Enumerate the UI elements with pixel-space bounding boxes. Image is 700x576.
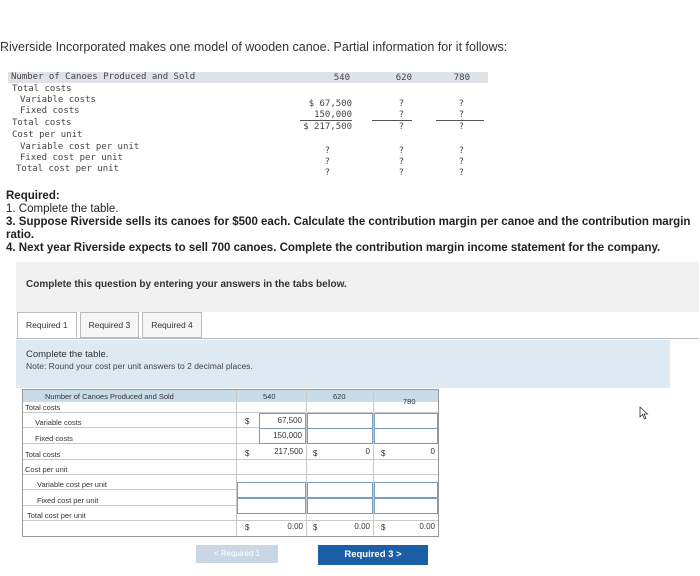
total-costs-540: 217,500 [274,447,303,456]
summary-variable-costs: Variable costs [20,95,96,105]
fixed-costs-780-input[interactable] [374,428,438,444]
row-total-costs-sub: Total costs [25,450,61,459]
summary-col-780: 780 [453,73,470,83]
answer-header-label: Number of Canoes Produced and Sold [45,392,174,401]
fixed-cost-per-unit-540-input[interactable] [237,498,306,514]
tab-required-3[interactable]: Required 3 [80,312,140,338]
instructions-panel [16,262,699,312]
summary-unknown: ? [458,146,464,156]
answer-table [22,389,439,537]
summary-fixed-cost-per-unit: Fixed cost per unit [20,153,123,163]
tab-required-1[interactable]: Required 1 [17,312,77,338]
dollar-sign: $ [245,449,250,458]
answer-col-620: 620 [333,392,346,401]
fixed-cost-per-unit-780-input[interactable] [374,498,438,514]
fixed-cost-per-unit-620-input[interactable] [307,498,373,514]
summary-unknown: ? [398,99,404,109]
summary-header-label: Number of Canoes Produced and Sold [11,72,196,82]
summary-unknown: ? [398,157,404,167]
variable-cost-per-unit-540-input[interactable] [237,482,306,498]
fixed-costs-540-input[interactable]: 150,000 [259,428,306,444]
summary-unknown: ? [398,168,404,178]
grid-row-line [23,474,438,475]
total-cost-per-unit-540: 0.00 [287,522,303,531]
summary-unknown: ? [398,122,404,132]
summary-unknown: ? [398,146,404,156]
dollar-sign: $ [313,449,318,458]
row-cost-per-unit: Cost per unit [25,465,68,474]
dollar-sign: $ [381,523,386,532]
row-fixed-costs: Fixed costs [35,434,73,443]
summary-cost-per-unit: Cost per unit [12,130,83,140]
variable-cost-per-unit-780-input[interactable] [374,482,438,498]
required-heading: Required: [6,190,60,202]
tab-bar [17,312,205,338]
prev-required-button[interactable]: < Required 1 [196,545,278,563]
dollar-sign: $ [313,523,318,532]
fixed-costs-620-input[interactable] [307,428,373,444]
total-costs-620: 0 [365,447,370,456]
row-total-cost-per-unit: Total cost per unit [27,511,86,520]
row-variable-cost-per-unit: Variable cost per unit [37,480,107,489]
summary-total-540: $ 217,500 [303,122,352,132]
row-fixed-cost-per-unit: Fixed cost per unit [37,496,99,505]
summary-total-costs: Total costs [12,84,72,94]
summary-unknown: ? [398,110,404,120]
tab-required-4[interactable]: Required 4 [142,312,202,338]
next-required-button[interactable]: Required 3 > [318,545,428,565]
panel-text: Complete this question by entering your answers in the tabs below. [26,279,347,290]
summary-total-cost-per-unit: Total cost per unit [16,164,119,174]
summary-unknown: ? [458,168,464,178]
summary-variable-cost-per-unit: Variable cost per unit [20,142,140,152]
summary-col-620: 620 [395,73,412,83]
problem-intro: Riverside Incorporated makes one model of wooden canoe. Partial information for it follows: [0,40,508,54]
required-item-4: 4. Next year Riverside expects to sell 700 canoes. Complete the contribution margin income statement for the company. [6,242,661,254]
summary-var-540: $ 67,500 [308,99,352,109]
summary-unknown: ? [458,110,464,120]
answer-col-780: 780 [403,397,416,406]
total-costs-780: 0 [430,447,435,456]
summary-fixed-costs: Fixed costs [20,106,80,116]
summary-unknown: ? [324,157,330,167]
instructions-title: Complete the table. [26,349,109,360]
instructions-box [16,340,670,388]
summary-total-costs-sub: Total costs [12,118,72,128]
answer-col-540: 540 [263,392,276,401]
summary-fixed-540: 150,000 [314,110,352,120]
summary-unknown: ? [324,146,330,156]
summary-rule [300,120,352,121]
summary-unknown: ? [458,99,464,109]
required-item-1: 1. Complete the table. [6,203,119,215]
row-variable-costs: Variable costs [35,418,82,427]
summary-unknown: ? [458,122,464,132]
dollar-sign: $ [245,417,250,426]
total-cost-per-unit-620: 0.00 [354,522,370,531]
mouse-cursor-icon [639,406,649,420]
dollar-sign: $ [245,523,250,532]
variable-cost-per-unit-620-input[interactable] [307,482,373,498]
instructions-note: Note: Round your cost per unit answers to 2 decimal places. [26,361,253,371]
variable-costs-620-input[interactable] [307,413,373,429]
summary-rule [372,120,412,121]
summary-col-540: 540 [333,73,350,83]
summary-unknown: ? [458,157,464,167]
variable-costs-540-input[interactable]: 67,500 [259,413,306,429]
required-item-3: 3. Suppose Riverside sells its canoes for $500 each. Calculate the contribution margin per canoe and the contribution margin ratio. [6,216,691,241]
summary-rule [436,120,484,121]
required-section [6,190,700,255]
row-total-costs: Total costs [25,403,61,412]
dollar-sign: $ [381,449,386,458]
variable-costs-780-input[interactable] [374,413,438,429]
summary-unknown: ? [324,168,330,178]
total-cost-per-unit-780: 0.00 [419,522,435,531]
